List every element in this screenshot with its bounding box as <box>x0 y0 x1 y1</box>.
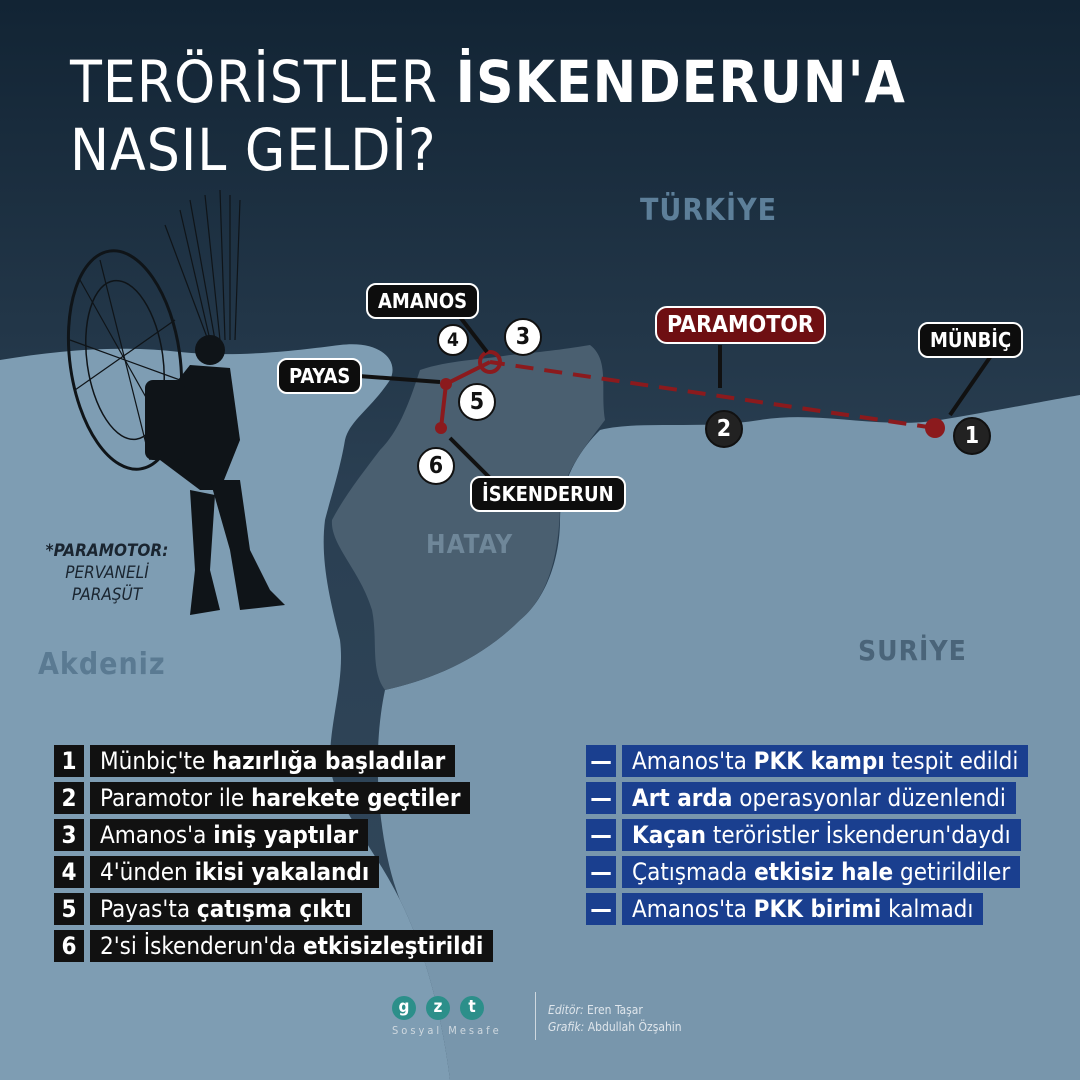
logo-letter-g: g <box>392 996 416 1020</box>
step-number: 2 <box>54 782 84 814</box>
step-number: 1 <box>54 745 84 777</box>
province-label-hatay: HATAY <box>426 530 514 560</box>
fact-text: Amanos'ta PKK birimi kalmadı <box>622 893 983 925</box>
marker-6: 6 <box>417 447 455 485</box>
marker-2: 2 <box>705 410 743 448</box>
step-number: 3 <box>54 819 84 851</box>
footer-divider <box>535 992 536 1040</box>
graphic-label: Grafik: <box>548 1020 585 1034</box>
footnote-definition: PERVANELİ PARAŞÜT <box>65 563 149 605</box>
logo-letter-t: t <box>460 996 484 1020</box>
step-text: Münbiç'te hazırlığa başladılar <box>90 745 455 777</box>
step-number: 4 <box>54 856 84 888</box>
step-row <box>54 856 493 888</box>
fact-text: Çatışmada etkisiz hale getirildiler <box>622 856 1020 888</box>
marker-5: 5 <box>458 383 496 421</box>
title-line1-bold: İSKENDERUN'A <box>455 48 906 116</box>
step-text: 4'ünden ikisi yakalandı <box>90 856 379 888</box>
marker-1: 1 <box>953 417 991 455</box>
fact-text: Art arda operasyonlar düzenlendi <box>622 782 1016 814</box>
step-number: 6 <box>54 930 84 962</box>
fact-row <box>586 745 1028 777</box>
step-text: Paramotor ile harekete geçtiler <box>90 782 470 814</box>
fact-row <box>586 819 1028 851</box>
paramotor-route-label: PARAMOTOR <box>655 306 826 344</box>
editor-name: Eren Taşar <box>587 1003 643 1017</box>
gzt-logo <box>392 996 502 1037</box>
credits <box>548 1002 682 1036</box>
step-text: 2'si İskenderun'da etkisizleştirildi <box>90 930 493 962</box>
payas-dot <box>440 378 452 390</box>
editor-label: Editör: <box>548 1003 584 1017</box>
place-label-amanos: AMANOS <box>366 283 479 319</box>
step-row <box>54 782 493 814</box>
place-label-iskenderun: İSKENDERUN <box>470 476 626 512</box>
fact-row <box>586 856 1028 888</box>
step-row <box>54 930 493 962</box>
step-row <box>54 819 493 851</box>
iskenderun-dot <box>435 422 447 434</box>
title-line1-normal: TERÖRİSTLER <box>70 48 456 116</box>
step-row <box>54 745 493 777</box>
logo-subtitle: Sosyal Mesafe <box>392 1024 502 1037</box>
footnote-term: *PARAMOTOR: <box>45 541 169 561</box>
fact-text: Kaçan teröristler İskenderun'daydı <box>622 819 1021 851</box>
fact-row <box>586 893 1028 925</box>
logo-letter-z: z <box>426 996 450 1020</box>
place-label-munbic: MÜNBİÇ <box>918 322 1023 358</box>
sea-label-akdeniz: Akdeniz <box>38 647 166 682</box>
fact-dash: — <box>586 745 616 777</box>
fact-dash: — <box>586 782 616 814</box>
route-start-dot <box>925 418 945 438</box>
graphic-name: Abdullah Özşahin <box>587 1020 682 1034</box>
steps-list <box>54 745 493 967</box>
step-number: 5 <box>54 893 84 925</box>
fact-dash: — <box>586 856 616 888</box>
title-line2: NASIL GELDİ? <box>70 116 437 184</box>
step-text: Payas'ta çatışma çıktı <box>90 893 362 925</box>
step-text: Amanos'a iniş yaptılar <box>90 819 368 851</box>
fact-text: Amanos'ta PKK kampı tespit edildi <box>622 745 1028 777</box>
marker-4: 4 <box>437 324 469 356</box>
country-label-syria: SURİYE <box>858 634 967 667</box>
fact-dash: — <box>586 893 616 925</box>
place-label-payas: PAYAS <box>277 358 362 394</box>
fact-dash: — <box>586 819 616 851</box>
country-label-turkey: TÜRKİYE <box>640 193 778 228</box>
facts-list <box>586 745 1028 930</box>
marker-3: 3 <box>504 318 542 356</box>
step-row <box>54 893 493 925</box>
fact-row <box>586 782 1028 814</box>
